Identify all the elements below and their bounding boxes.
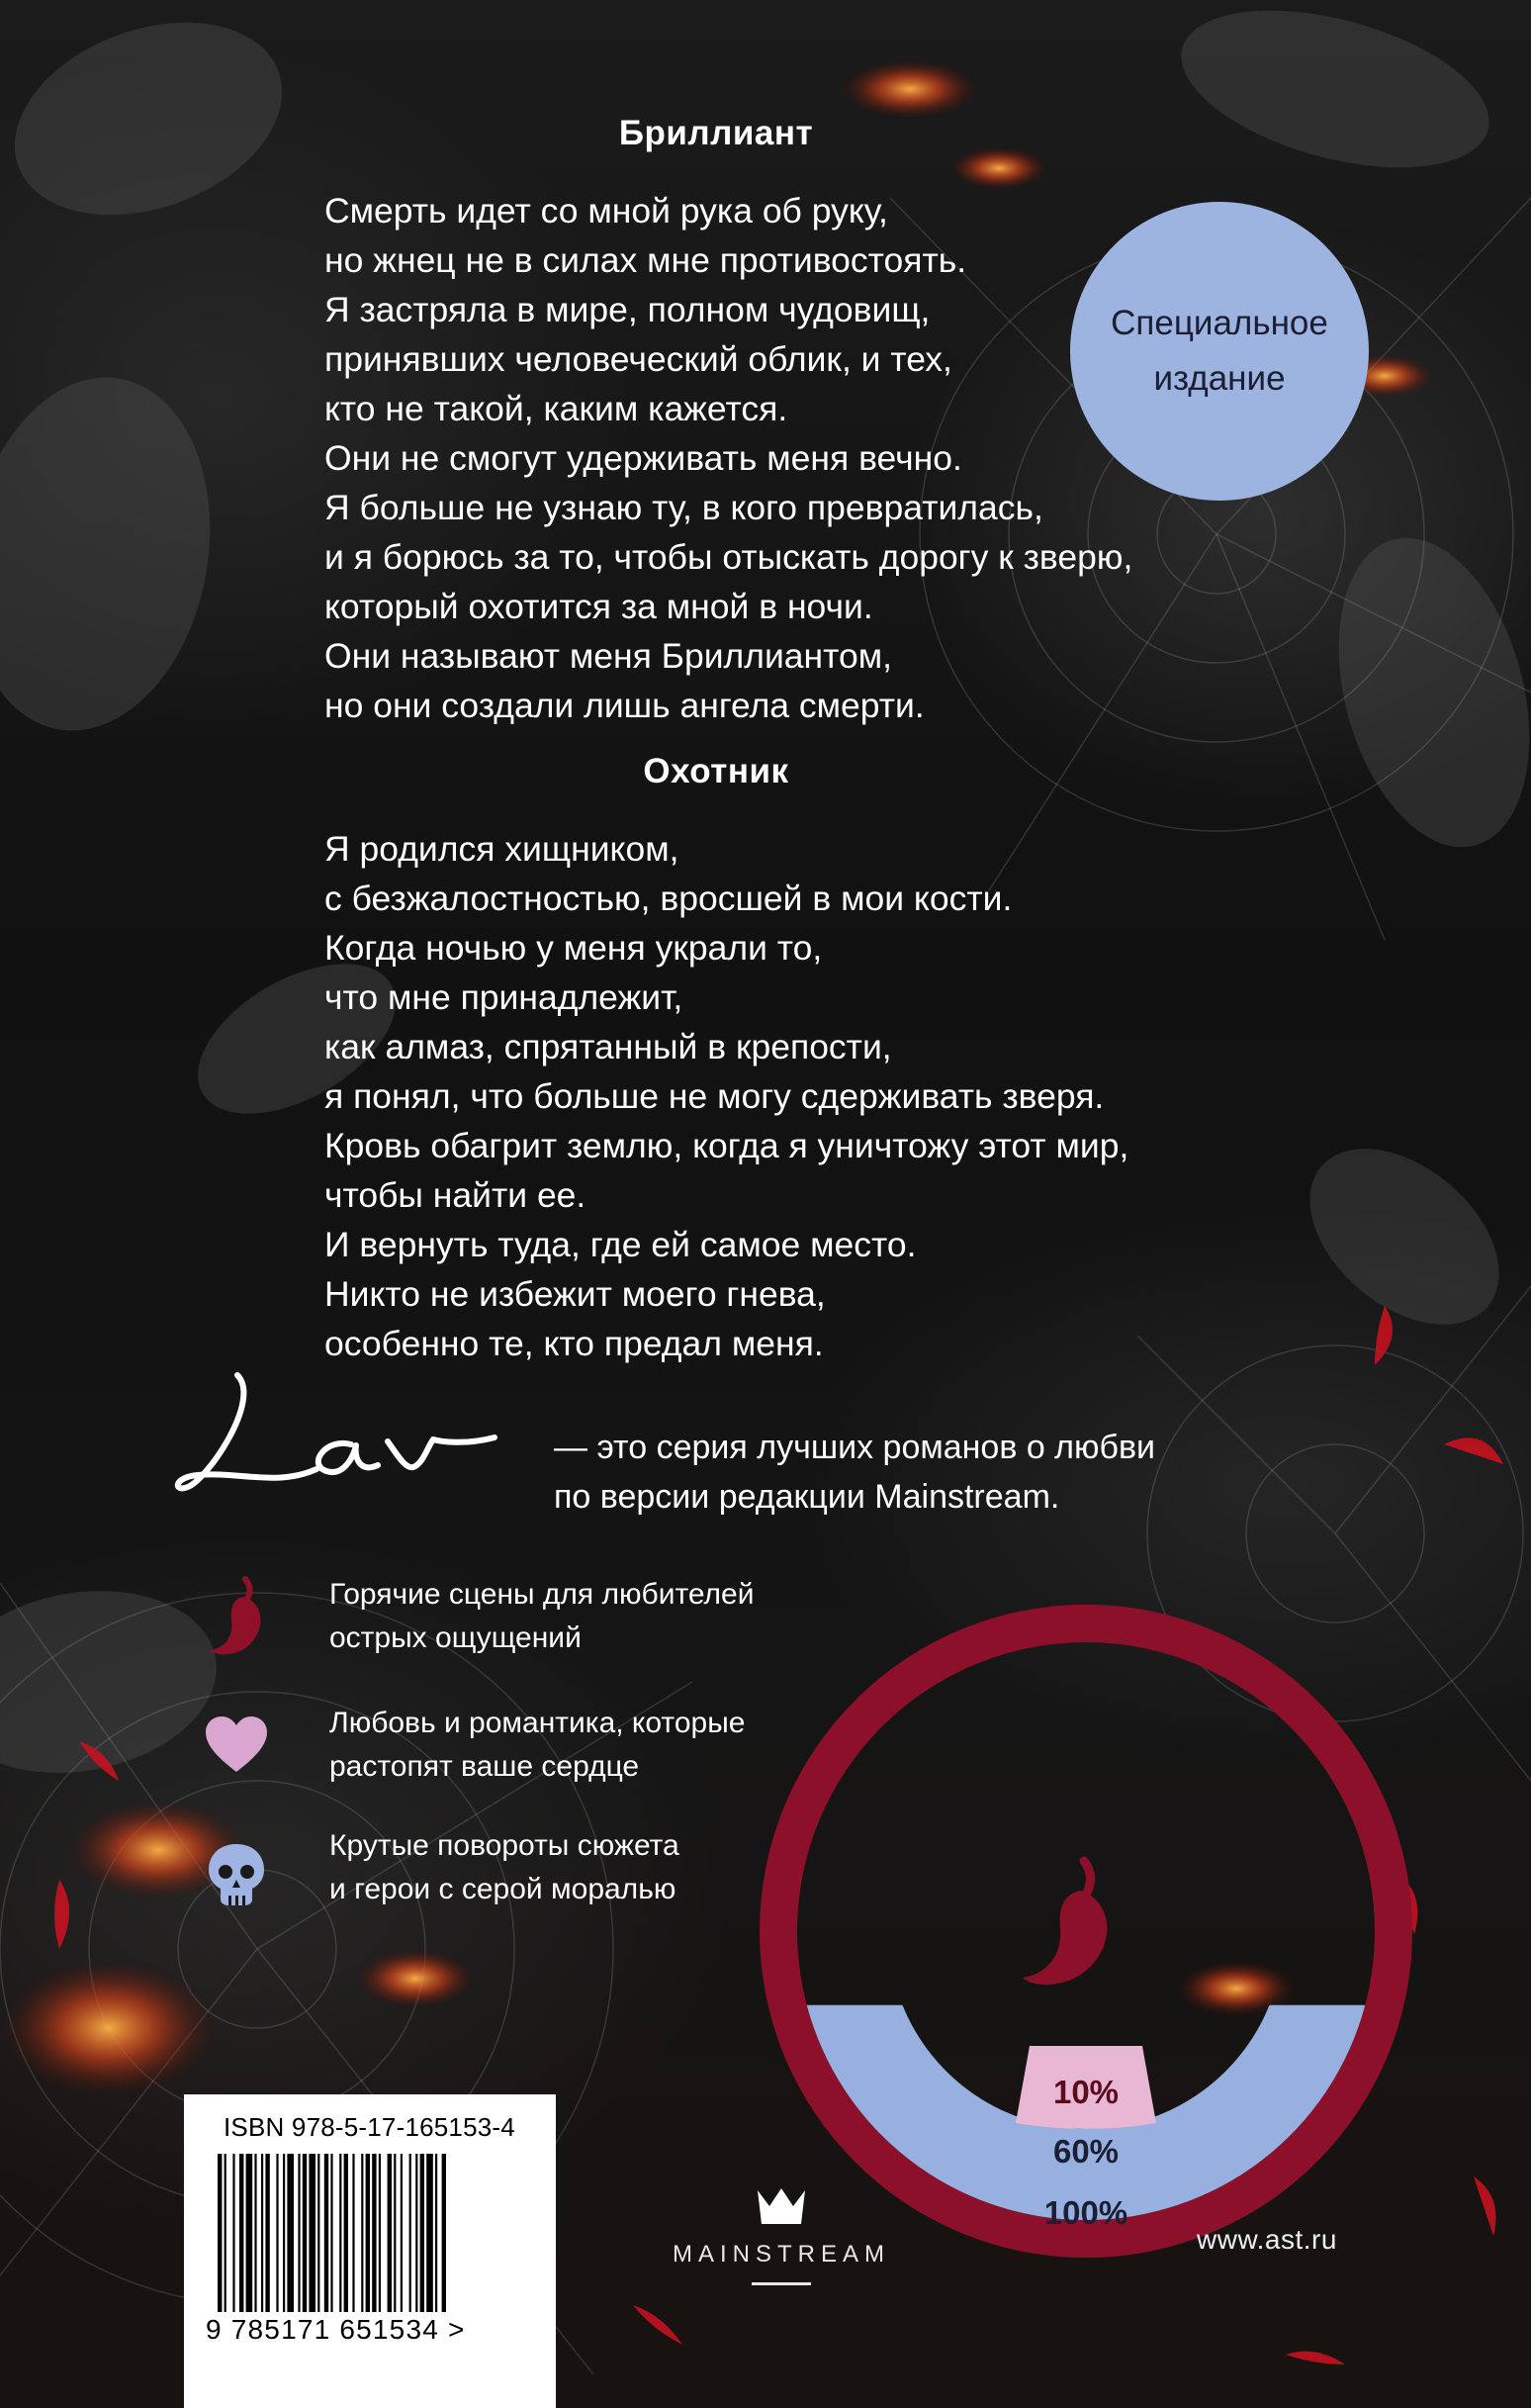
barcode-bar xyxy=(283,2154,285,2312)
barcode-bar xyxy=(254,2154,256,2312)
barcode-bar xyxy=(232,2154,234,2312)
barcode-bar xyxy=(225,2154,226,2312)
barcode-bar xyxy=(239,2154,243,2312)
hunter-line: я понял, что больше не могу сдерживать зверя. xyxy=(324,1076,1105,1116)
barcode-bar xyxy=(401,2154,403,2312)
brilliant-heading: Бриллиант xyxy=(618,114,814,152)
hunter-line: чтобы найти ее. xyxy=(324,1175,586,1215)
badge-line: Специальное xyxy=(1111,304,1328,342)
publisher-underline xyxy=(752,2282,811,2285)
feature-line: Любовь и романтика, которые xyxy=(329,1707,746,1739)
isbn-barcode xyxy=(184,2094,556,2408)
hunter-line: И вернуть туда, где ей самое место. xyxy=(324,1225,917,1264)
barcode-bars xyxy=(218,2154,514,2312)
hunter-line: что мне принадлежит, xyxy=(324,977,683,1017)
brilliant-line: Я больше не узнаю ту, в кого превратилась, xyxy=(324,488,1043,527)
barcode-bar xyxy=(379,2154,381,2312)
feature-line: растопят ваше сердце xyxy=(329,1750,640,1783)
barcode-bar xyxy=(435,2154,437,2312)
heart-icon xyxy=(206,1716,267,1774)
barcode-bar xyxy=(287,2154,294,2312)
barcode-bar xyxy=(317,2154,319,2312)
barcode-bar xyxy=(442,2154,446,2312)
outer-label: 100% xyxy=(1043,2194,1128,2231)
barcode-bar xyxy=(394,2154,396,2312)
inner-label: 10% xyxy=(1052,2074,1120,2110)
hunter-text xyxy=(324,824,1254,1368)
barcode-bar xyxy=(261,2154,263,2312)
hunter-heading: Охотник xyxy=(643,752,789,790)
feature-line: и герои с серой моралью xyxy=(329,1873,676,1905)
website-url: www.ast.ru xyxy=(1197,2224,1337,2255)
barcode-bar xyxy=(276,2154,278,2312)
barcode-bar xyxy=(298,2154,300,2312)
barcode-bar xyxy=(265,2154,269,2312)
barcode-bar xyxy=(366,2154,370,2312)
barcode-bar xyxy=(388,2154,392,2312)
barcode-bar xyxy=(218,2154,222,2312)
barcode-bar xyxy=(352,2154,354,2312)
series-line: по версии редакции Mainstream. xyxy=(554,1478,1060,1516)
barcode-bar xyxy=(324,2154,328,2312)
barcode-bar xyxy=(303,2154,307,2312)
hunter-line: Когда ночью у меня украли то, xyxy=(324,928,823,968)
middle-label: 60% xyxy=(1052,2133,1120,2170)
barcode-bar xyxy=(246,2154,253,2312)
hunter-line: с безжалостностью, вросшей в мои кости. xyxy=(324,879,1013,918)
brilliant-line: но жнец не в силах мне противостоять. xyxy=(324,240,967,280)
hunter-line: Никто не избежит моего гнева, xyxy=(324,1274,826,1314)
brilliant-line: Смерть идет со мной рука об руку, xyxy=(324,191,888,231)
barcode-bar xyxy=(309,2154,315,2312)
pepper-icon xyxy=(1023,1861,1107,1985)
barcode-bar xyxy=(344,2154,348,2312)
brilliant-line: Они не смогут удерживать меня вечно. xyxy=(324,438,962,478)
brilliant-line: который охотится за мной в ночи. xyxy=(324,587,873,626)
barcode-bar xyxy=(372,2154,376,2312)
brilliant-line: но они создали лишь ангела смерти. xyxy=(324,686,925,725)
hunter-line: Я родился хищником, xyxy=(324,829,679,869)
brilliant-line: принявших человеческий облик, и тех, xyxy=(324,339,952,379)
hunter-line: Кровь обагрит землю, когда я уничтожу этот мир, xyxy=(324,1126,1129,1165)
isbn-number: ISBN 978-5-17-165153-4 xyxy=(224,2112,515,2142)
crown-icon xyxy=(756,2186,807,2226)
series-line: — это серия лучших романов о любви xyxy=(554,1429,1156,1466)
feature-line: острых ощущений xyxy=(329,1621,582,1654)
feature-line: Горячие сцены для любителей xyxy=(329,1578,755,1611)
barcode-bar xyxy=(361,2154,363,2312)
brilliant-line: Они называют меня Бриллиантом, xyxy=(324,636,893,676)
barcode-bar xyxy=(415,2154,417,2312)
pepper-icon xyxy=(204,1575,273,1664)
barcode-bar xyxy=(426,2154,433,2312)
badge-line: издание xyxy=(1153,359,1286,398)
special-edition-badge xyxy=(1070,202,1369,501)
publisher-name: MAINSTREAM xyxy=(672,2241,890,2268)
series-description xyxy=(554,1423,1325,1522)
heat-level-chart xyxy=(760,1605,1412,2258)
publisher-logo xyxy=(613,2186,949,2285)
barcode-digits: 9 785171 651534 > xyxy=(206,2314,466,2345)
hunter-line: как алмаз, спрятанный в крепости, xyxy=(324,1027,892,1066)
skull-icon xyxy=(207,1842,266,1907)
feature-line: Крутые повороты сюжета xyxy=(329,1829,679,1862)
barcode-bar xyxy=(420,2154,424,2312)
brilliant-line: Я застряла в мире, полном чудовищ, xyxy=(324,290,931,329)
hunter-line: особенно те, кто предал меня. xyxy=(324,1324,824,1363)
brilliant-line: и я борюсь за то, чтобы отыскать дорогу к зверю, xyxy=(324,537,1133,577)
brilliant-line: кто не такой, каким кажется. xyxy=(324,389,788,428)
barcode-bar xyxy=(330,2154,332,2312)
lav-logo xyxy=(168,1360,504,1509)
barcode-bar xyxy=(409,2154,411,2312)
barcode-bar xyxy=(339,2154,341,2312)
